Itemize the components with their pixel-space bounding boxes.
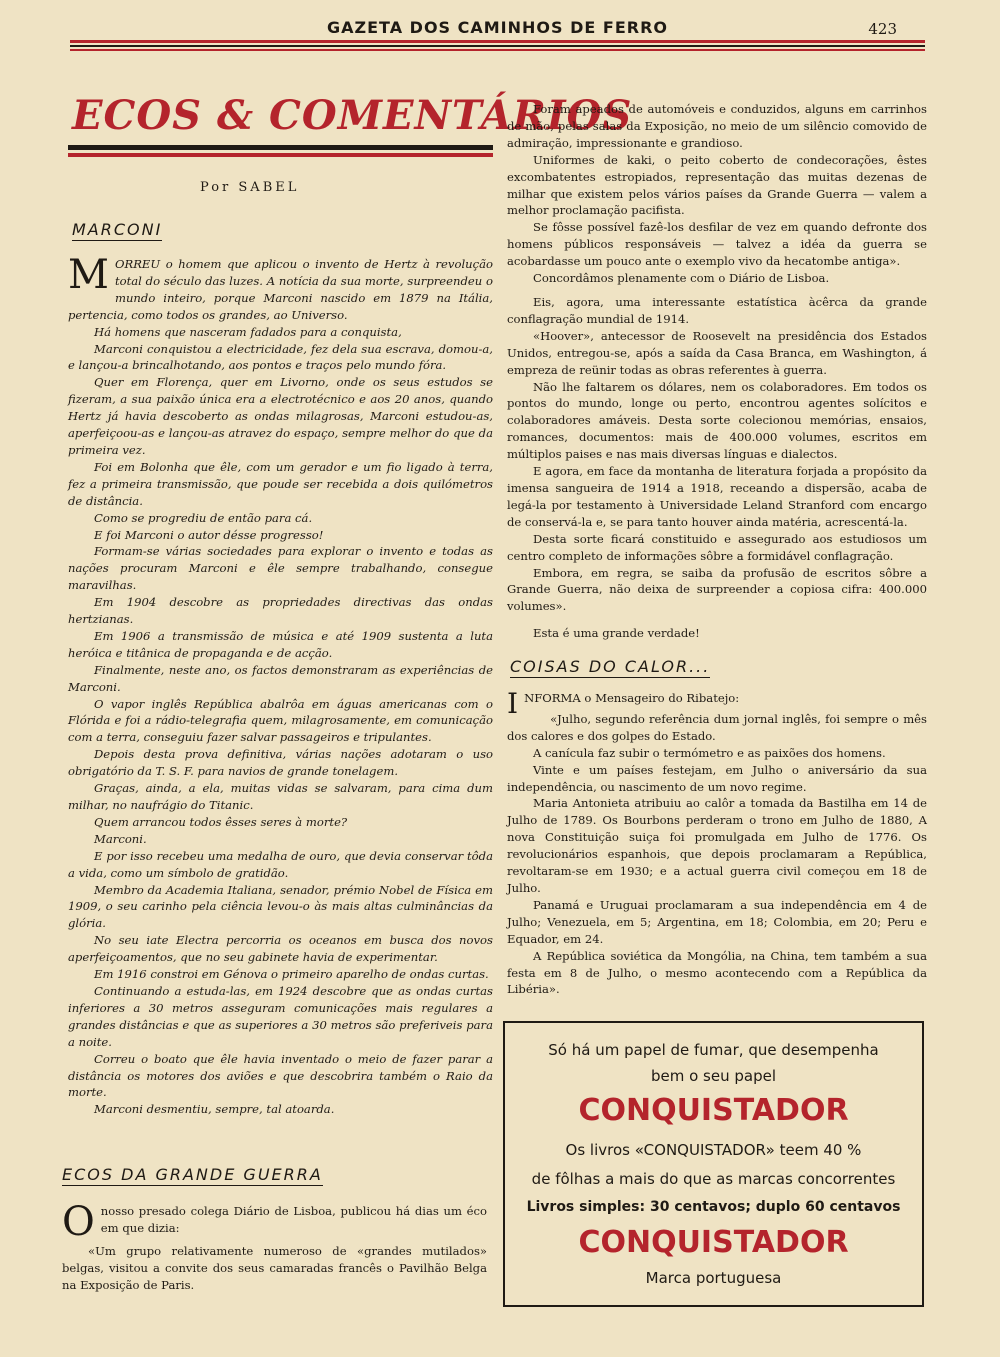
stats-paragraph: E agora, em face da montanha de literatura forjada a propósito da imensa sangueira de 1914 a 1918, receando a dispersão, acaba de legá-la por testamento à Universidade Leland Stranford com encargo de conservá-la e, se para tanto houver ainda matéria, acrescentá-la.	[507, 464, 927, 529]
calor-text	[507, 687, 927, 998]
right-top-paragraphs	[507, 101, 927, 287]
marconi-paragraph: Em 1916 constroi em Génova o primeiro aparelho de ondas curtas.	[94, 967, 489, 982]
ad-line-5: Livros simples: 30 centavos; duplo 60 centavos	[526, 1199, 901, 1215]
marconi-paragraph: O vapor inglês República abalrôa em águas americanas com o Flórida e foi a rádio-telegrafia quem, milagrosamente, em comunicação com a terra, conseguiu fazer salvar passageiros e tripulantes.	[68, 696, 493, 745]
marconi-paragraph: Formam-se várias sociedades para explorar o invento e todas as nações procuram Marconi e êle sempre trabalhando, consegue maravilhas.	[68, 544, 493, 593]
guerra-quote: «Um grupo relativamente numeroso de «grandes mutilados» belgas, visitou a convite dos seus camaradas francês o Pavilhão Belga na Exposição de Paris.	[62, 1243, 487, 1292]
masthead-rule-red	[70, 40, 925, 43]
ad-line-6: Marca portuguesa	[645, 1269, 782, 1287]
calor-paragraph: Maria Antonieta atribuiu ao calôr a tomada da Bastilha em 14 de Julho de 1789. Os Bourbons perderam o trono em Julho de 1880, A nova Constituição suiça foi promulgada em Julho de 1776. Os revolucionários espanhois, que depois proclamaram a República, revoltaram-se em 1930; e a actual guerra civil começou em 18 de Julho.	[507, 796, 927, 895]
right-stats-text	[507, 294, 927, 642]
guerra-first-text: nosso presado colega Diário de Lisboa, publicou há dias um éco em que dizia:	[100, 1204, 487, 1235]
guerra-first-paragraph	[62, 1199, 487, 1245]
guerra-heading: ECOS DA GRANDE GUERRA	[62, 1165, 323, 1184]
dropcap-o: O	[62, 1199, 95, 1245]
marconi-paragraph: Correu o boato que êle havia inventado o meio de fazer parar a distância os motores dos aviões e que descobrira também o Raio da morte.	[68, 1051, 493, 1100]
byline: Por SABEL	[200, 180, 300, 195]
calor-paragraphs	[507, 711, 927, 998]
stats-paragraph: Eis, agora, uma interessante estatística àcêrca da grande conflagração mundial de 1914.	[507, 295, 927, 326]
marconi-paragraph: Marconi.	[94, 831, 147, 846]
masthead	[70, 18, 925, 58]
marconi-paragraph: Depois desta prova definitiva, várias nações adotaram o uso obrigatório da T. S. F. para navios de grande tonelagem.	[68, 747, 493, 779]
marconi-paragraph: Continuando a estuda-las, em 1924 descobre que as ondas curtas inferiores a 30 metros asseguram comunicações mais regulares a grandes distâncias e que as superiores a 30 metros são preferiveis para a noite.	[68, 983, 493, 1049]
stats-paragraph: Embora, em regra, se saiba da profusão de escritos sôbre a Grande Guerra, não deixa de surpreender a copiosa cifra: 400.000 volumes».	[507, 565, 927, 614]
ad-line-3: Os livros «CONQUISTADOR» teem 40 %	[565, 1141, 862, 1159]
marconi-paragraph: Marconi desmentiu, sempre, tal atoarda.	[94, 1102, 335, 1117]
title-rule-dark	[68, 145, 493, 150]
marconi-paragraph: Foi em Bolonha que êle, com um gerador e um fio ligado à terra, fez a primeira transmissão, que poude ser recebida a dois quilómetros de distância.	[68, 459, 493, 508]
title-rule-red	[68, 153, 493, 157]
marconi-paragraph: Quer em Florença, quer em Livorno, onde os seus estudos se fizeram, a sua paixão única era a electrotécnico e aos 20 anos, quando Hertz já havia descoberto as ondas milagrosas, Marconi estudou-as, aperfeiçoou-as e lançou-as atravez do espaço, sempre melhor do que da primeira vez.	[68, 375, 493, 457]
marconi-heading: MARCONI	[72, 220, 163, 239]
right-paragraph: Foram apeados de automóveis e conduzidos, alguns em carrinhos de mão, pelas salas da Exposição, no meio de um silêncio comovido de admiração, impressionante e grandioso.	[507, 102, 927, 150]
marconi-paragraph: E foi Marconi o autor désse progresso!	[94, 527, 324, 542]
masthead-rule-dark	[70, 45, 925, 47]
calor-first-paragraph	[507, 687, 927, 720]
publication-title: GAZETA DOS CAMINHOS DE FERRO	[326, 18, 668, 37]
ad-brand-2: CONQUISTADOR	[578, 1225, 849, 1260]
calor-paragraph: Panamá e Uruguai proclamaram a sua independência em 4 de Julho; Venezuela, em 5; Argentina, em 18; Colombia, em 20; Peru e Equador, em 24.	[507, 897, 927, 946]
marconi-paragraph: Membro da Academia Italiana, senador, prémio Nobel de Física em 1909, o seu carinho pela ciência levou-o às mais altas culminâncias da glória.	[68, 882, 493, 931]
right-paragraph: Se fôsse possível fazê-los desfilar de vez em quando defronte dos homens públicos responsáveis — talvez a idéa da guerra se acobardasse um pouco ante o exemplo vivo da hecatombe antiga».	[507, 220, 927, 269]
stats-paragraph: Desta sorte ficará constituido e assegurado aos estudiosos um centro completo de informações sôbre a formidável conflagração.	[507, 531, 927, 563]
guerra-text	[62, 1199, 487, 1294]
calor-first-text: NFORMA o Mensageiro do Ribatejo:	[524, 691, 740, 705]
marconi-text	[68, 252, 493, 1118]
dropcap-i: I	[507, 687, 519, 720]
stats-paragraph: Não lhe faltarem os dólares, nem os colaboradores. Em todos os pontos do mundo, longe ou perto, encontrou agentes solícitos e colaboradores amáveis. Desta sorte colecionou memórias, ensaios, romances, documentos: mais de 400.000 volumes, escritos em múltiplos paises e nas mais diversas línguas e dialectos.	[507, 379, 927, 462]
dropcap-m: M	[68, 252, 109, 298]
right-paragraph: Uniformes de kaki, o peito coberto de condecorações, êstes excombatentes estropiados, representação das muitas dezenas de milhar que existem pelos vários países da Grande Guerra — valem a melhor proclamação pacifista.	[507, 152, 927, 218]
advertisement	[503, 1021, 924, 1307]
right-paragraph: Concordâmos plenamente com o Diário de Lisboa.	[533, 271, 830, 286]
marconi-paragraph: Graças, ainda, a ela, muitas vidas se salvaram, para cima dum milhar, no naufrágio do Titanic.	[68, 781, 493, 812]
ad-line-2: bem o seu papel	[650, 1067, 777, 1085]
marconi-first-paragraph	[68, 252, 493, 324]
marconi-paragraph: Em 1904 descobre as propriedades directivas das ondas hertzianas.	[68, 595, 493, 627]
marconi-paragraph: Finalmente, neste ano, os factos demonstraram as experiências de Marconi.	[68, 662, 493, 694]
closing-line: Esta é uma grande verdade!	[533, 626, 700, 641]
marconi-first-text: ORREU o homem que aplicou o invento de Hertz à revolução total do século das luzes. A notícia da sua morte, surpreendeu o mundo inteiro, porque Marconi nascido em 1879 na Itália, pertencia, como todos os grandes, ao Universo.	[68, 257, 493, 322]
marconi-paragraph: Em 1906 a transmissão de música e até 1909 sustenta a luta heróica e titânica de propaganda e de acção.	[68, 628, 493, 660]
calor-heading: COISAS DO CALOR...	[510, 657, 711, 676]
marconi-paragraph: Quem arrancou todos êsses seres à morte?	[94, 814, 348, 829]
right-top-text	[507, 101, 927, 287]
calor-paragraph: A República soviética da Mongólia, na China, tem também a sua festa em 8 de Julho, o mesmo acontecendo com a República da Libéria».	[507, 948, 927, 997]
calor-paragraph: Vinte e um países festejam, em Julho o aniversário da sua independência, ou nascimento de um novo regime.	[507, 762, 927, 794]
masthead-rule-red-2	[70, 49, 925, 51]
marconi-paragraph: Como se progrediu de então para cá.	[94, 510, 313, 525]
marconi-paragraph: E por isso recebeu uma medalha de ouro, que devia conservar tôda a vida, como um símbolo de gratidão.	[68, 848, 493, 880]
ad-line-1: Só há um papel de fumar, que desempenha	[548, 1041, 879, 1059]
right-stats-paragraphs	[507, 294, 927, 615]
marconi-paragraph: Há homens que nasceram fadados para a conquista,	[94, 324, 402, 339]
marconi-paragraph: Marconi conquistou a electricidade, fez dela sua escrava, domou-a, e lançou-a brincalhotando, aos pontos e traços pelo mundo fóra.	[68, 341, 493, 373]
marconi-paragraph: No seu iate Electra percorria os oceanos em busca dos novos aperfeiçoamentos, que no seu gabinete havia de experimentar.	[68, 933, 493, 965]
marconi-paragraphs	[68, 324, 493, 1119]
page-number: 423	[868, 20, 897, 38]
calor-paragraph: «Julho, segundo referência dum jornal inglês, foi sempre o mês dos calores e dos golpes do Estado.	[507, 711, 927, 743]
ad-line-4: de fôlhas a mais do que as marcas concorrentes	[531, 1170, 896, 1188]
calor-paragraph: A canícula faz subir o termómetro e as paixões dos homens.	[533, 745, 886, 760]
article-title: ECOS & COMENTÁRIOS	[72, 92, 633, 139]
ad-brand-1: CONQUISTADOR	[578, 1093, 849, 1128]
stats-paragraph: «Hoover», antecessor de Roosevelt na presidência dos Estados Unidos, entregou-se, após a saída da Casa Branca, em Washington, á empreza de reünir todas as obras referentes à guerra.	[507, 328, 927, 377]
